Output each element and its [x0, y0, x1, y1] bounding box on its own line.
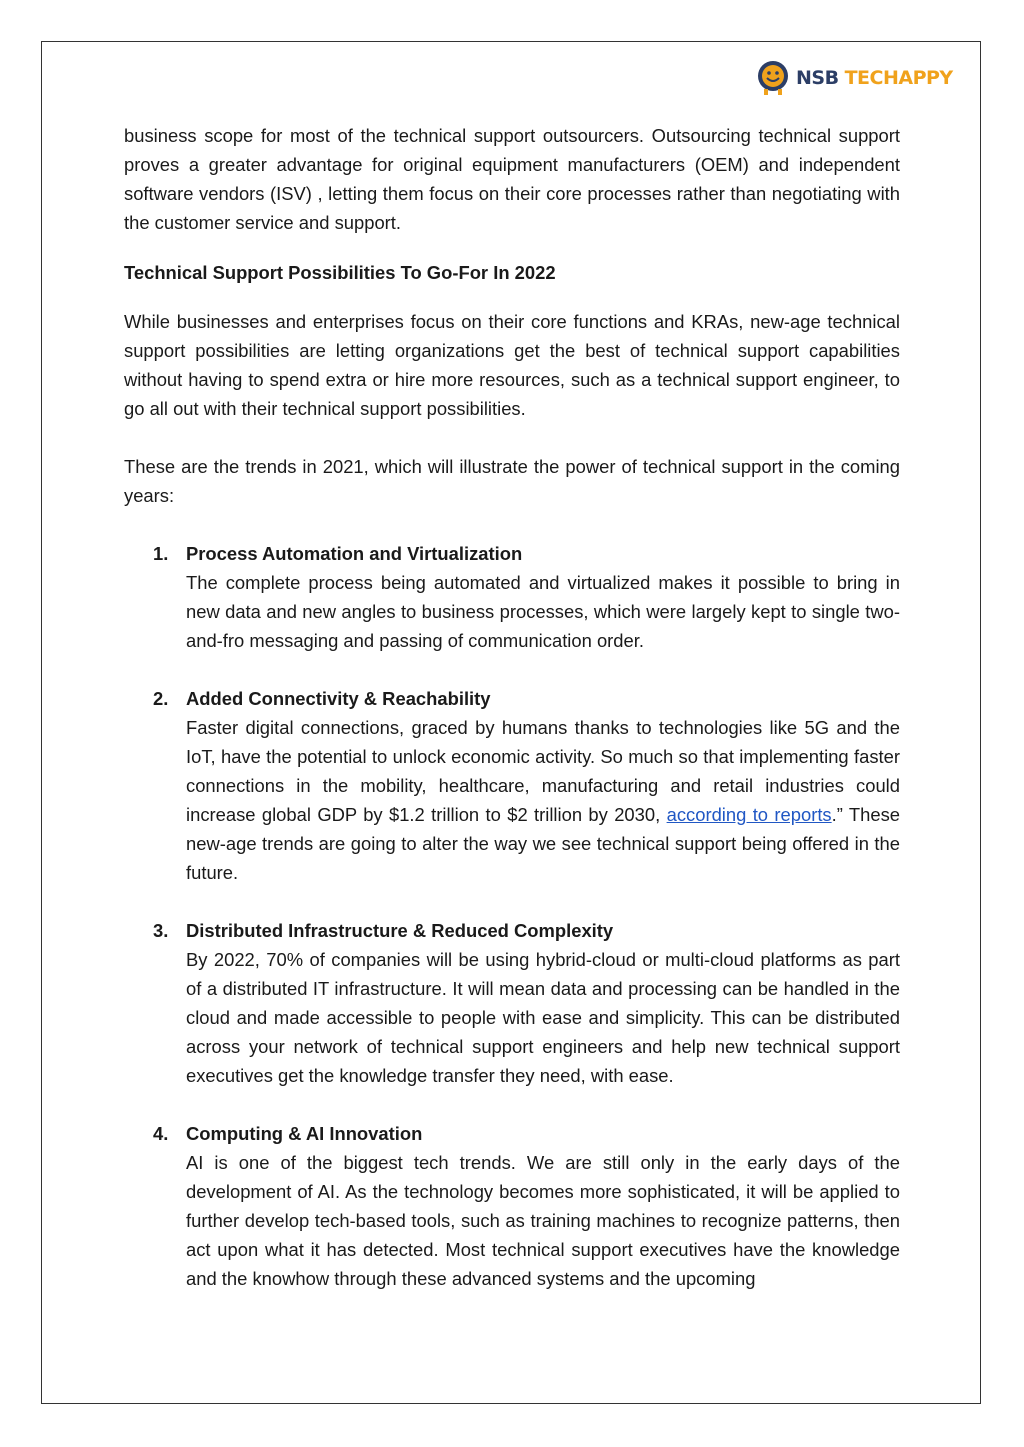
brand-name-part2: TECHAPPY	[844, 67, 953, 89]
list-item-title: Added Connectivity & Reachability	[186, 688, 491, 709]
list-item-body: By 2022, 70% of companies will be using hybrid-cloud or multi-cloud platforms as part of a distributed IT infrastructure. It will mean data and processing can be handled in the cloud and made accessible to people with ease and simplicity. This can be distributed across your network of technical support engineers and help new technical support executives get the knowledge transfer they need, with ease.	[186, 949, 900, 1086]
document-body	[124, 121, 900, 1322]
according-to-reports-link[interactable]: according to reports	[666, 804, 832, 825]
list-item-title: Distributed Infrastructure & Reduced Complexity	[186, 920, 614, 941]
list-item	[124, 1119, 900, 1293]
list-item-title: Process Automation and Virtualization	[186, 543, 523, 564]
list-item	[124, 684, 900, 887]
list-item-body: The complete process being automated and virtualized makes it possible to bring in new data and new angles to business processes, which were largely kept to single two-and-fro messaging and passing of communication order.	[186, 572, 900, 651]
intro-paragraph: business scope for most of the technical support outsourcers. Outsourcing technical support proves a greater advantage for original equipment manufacturers (OEM) and independent software vendors (ISV) , letting them focus on their core processes rather than negotiating with the customer service and support.	[124, 125, 900, 233]
list-item-number: 3.	[153, 920, 169, 941]
brand-name	[796, 67, 953, 89]
list-item	[124, 539, 900, 655]
list-item-number: 4.	[153, 1123, 169, 1144]
list-item-body-after-link: .” These new-age trends are going to alter the way we see technical support being offered in the future.	[186, 804, 901, 883]
trends-list	[124, 539, 900, 1293]
list-item-body: AI is one of the biggest tech trends. We are still only in the early days of the development of AI. As the technology becomes more sophisticated, it will be applied to further develop tech-based tools, such as training machines to recognize patterns, then act upon what it has detected. Most technical support executives have the knowledge and the knowhow through these advanced systems and the upcoming	[186, 1152, 900, 1289]
list-item-body	[186, 713, 900, 887]
brand-name-part1: NSB	[796, 67, 839, 89]
list-item-title: Computing & AI Innovation	[186, 1123, 423, 1144]
list-item-number: 2.	[153, 688, 169, 709]
paragraph-three: These are the trends in 2021, which will illustrate the power of technical support in the coming years:	[124, 456, 900, 506]
smiley-mascot-icon	[756, 60, 790, 96]
paragraph-two: While businesses and enterprises focus on their core functions and KRAs, new-age technical support possibilities are letting organizations get the best of technical support capabilities without having to spend extra or hire more resources, such as a technical support engineer, to go all out with their technical support possibilities.	[124, 311, 900, 419]
brand-logo[interactable]	[756, 60, 953, 96]
list-item	[124, 916, 900, 1090]
list-item-body-before-link: Faster digital connections, graced by humans thanks to technologies like 5G and the IoT, have the potential to unlock economic activity. So much so that implementing faster connections in the mobility, healthcare, manufacturing and retail industries could increase global GDP by $1.2 trillion to $2 trillion by 2030,	[186, 717, 900, 825]
list-item-number: 1.	[153, 543, 169, 564]
section-heading: Technical Support Possibilities To Go-For In 2022	[124, 262, 556, 283]
